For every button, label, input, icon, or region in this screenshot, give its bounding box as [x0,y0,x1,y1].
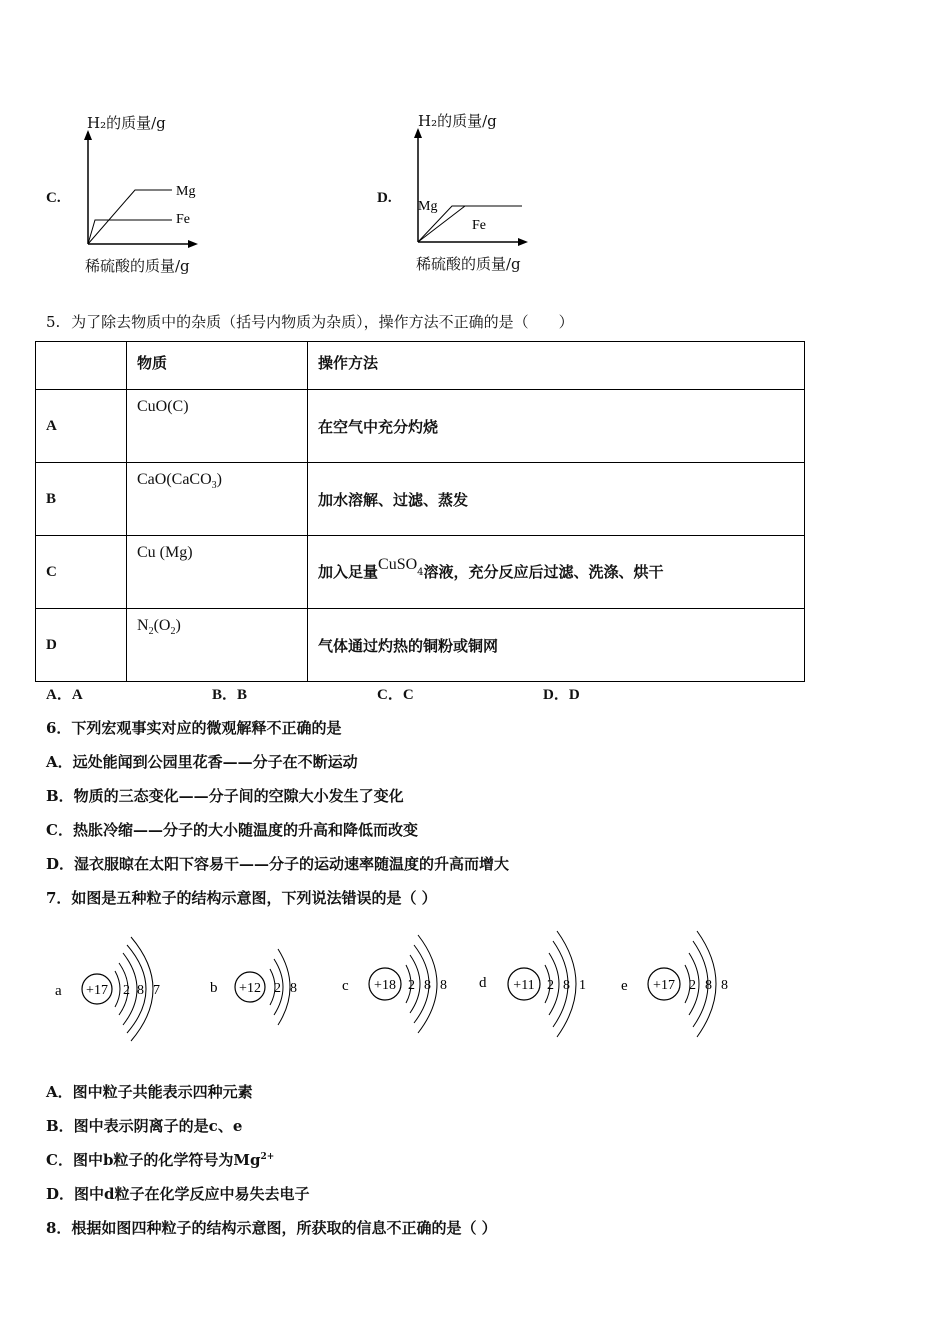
atom-d [479,931,586,1037]
svg-text:2: 2 [123,983,130,998]
q5-option-d[interactable]: D．D [543,687,580,703]
svg-text:8: 8 [705,978,712,993]
svg-text:c: c [342,978,349,994]
graph-c-ylabel: H₂的质量/g [87,114,166,132]
q5-option-c[interactable]: C．C [377,687,414,703]
q5-text: 为了除去物质中的杂质（括号内物质为杂质），操作方法不正确的是（ ） [71,313,574,331]
svg-text:8: 8 [563,978,570,993]
graph-c-xlabel: 稀硫酸的质量/g [85,257,190,275]
atom-e [621,931,728,1037]
table-row [36,536,805,609]
svg-text:8: 8 [290,981,297,996]
graph-c-plot [80,128,210,253]
table-header-row [36,342,805,390]
svg-text:2: 2 [689,978,696,993]
svg-text:+17: +17 [86,983,108,998]
table-row [36,390,805,463]
svg-text:2: 2 [274,981,281,996]
row-c-label: C [36,536,127,609]
q6-option-d[interactable]: D．湿衣服晾在太阳下容易干——分子的运动速率随温度的升高而增大 [46,855,510,873]
row-d-substance: $N_2(O_2)$ [127,609,308,682]
table-row [36,609,805,682]
svg-text:1: 1 [579,978,586,993]
row-a-substance: CuO(C) [127,390,308,463]
row-c-method: 加入足量CuSO$_4$溶液，充分反应后过滤、洗涤、烘干 [308,536,805,609]
q5-stem [46,311,574,332]
graph-d-mg-label: Mg [418,199,438,214]
table-header-method: 操作方法 [308,342,805,390]
svg-text:+18: +18 [374,978,396,993]
q5-table [35,341,805,682]
svg-text:2: 2 [547,978,554,993]
q7-option-c[interactable]: C．图中b粒子的化学符号为$Mg^{2+}$ [46,1151,275,1169]
svg-text:b: b [210,980,218,996]
graph-d-label: D. [377,190,392,206]
q8-stem: 8．根据如图四种粒子的结构示意图，所获取的信息不正确的是（ ） [46,1219,497,1237]
atom-a [55,937,160,1041]
svg-text:+11: +11 [513,978,535,993]
svg-text:2: 2 [408,978,415,993]
graph-d-plot [410,126,540,251]
row-d-label: D [36,609,127,682]
graph-c-mg-label: Mg [176,184,196,199]
table-row [36,463,805,536]
q5-option-a[interactable]: A．A [46,687,83,703]
svg-text:8: 8 [440,978,447,993]
svg-text:8: 8 [137,983,144,998]
q6-option-b[interactable]: B．物质的三态变化——分子间的空隙大小发生了变化 [46,787,404,805]
q6-option-a[interactable]: A．远处能闻到公园里花香——分子在不断运动 [46,753,358,771]
graph-d-fe-label: Fe [472,218,486,233]
row-c-substance: Cu (Mg) [127,536,308,609]
svg-text:8: 8 [721,978,728,993]
svg-text:7: 7 [153,983,160,998]
svg-text:e: e [621,978,628,994]
row-a-method: 在空气中充分灼烧 [308,390,805,463]
svg-text:a: a [55,983,62,999]
q7-option-b[interactable]: B．图中表示阴离子的是c、e [46,1117,243,1135]
row-a-label: A [36,390,127,463]
q6-option-c[interactable]: C．热胀冷缩——分子的大小随温度的升高和降低而改变 [46,821,418,839]
row-d-method: 气体通过灼热的铜粉或铜网 [308,609,805,682]
q7-atom-diagrams [45,925,745,1045]
q7-option-d[interactable]: D．图中d粒子在化学反应中易失去电子 [46,1185,310,1203]
atom-c [342,935,447,1033]
atom-b [210,949,297,1025]
q7-option-a[interactable]: A．图中粒子共能表示四种元素 [46,1083,253,1101]
graph-c-label: C. [46,190,61,206]
row-b-label: B [36,463,127,536]
table-header-substance: 物质 [127,342,308,390]
q6-stem: 6．下列宏观事实对应的微观解释不正确的是 [46,719,342,737]
svg-text:+17: +17 [653,978,675,993]
q5-number: 5. [46,313,61,331]
graph-c-fe-label: Fe [176,212,190,227]
table-header-empty [36,342,127,390]
q7-stem: 7．如图是五种粒子的结构示意图，下列说法错误的是（ ） [46,889,437,907]
graph-d-ylabel: H₂的质量/g [418,112,497,130]
graph-d-xlabel: 稀硫酸的质量/g [416,255,521,273]
row-b-substance: CaO(CaCO$_3$) [127,463,308,536]
q5-option-b[interactable]: B．B [212,687,248,703]
svg-text:8: 8 [424,978,431,993]
svg-text:+12: +12 [239,981,261,996]
row-b-method: 加水溶解、过滤、蒸发 [308,463,805,536]
svg-text:d: d [479,975,487,991]
